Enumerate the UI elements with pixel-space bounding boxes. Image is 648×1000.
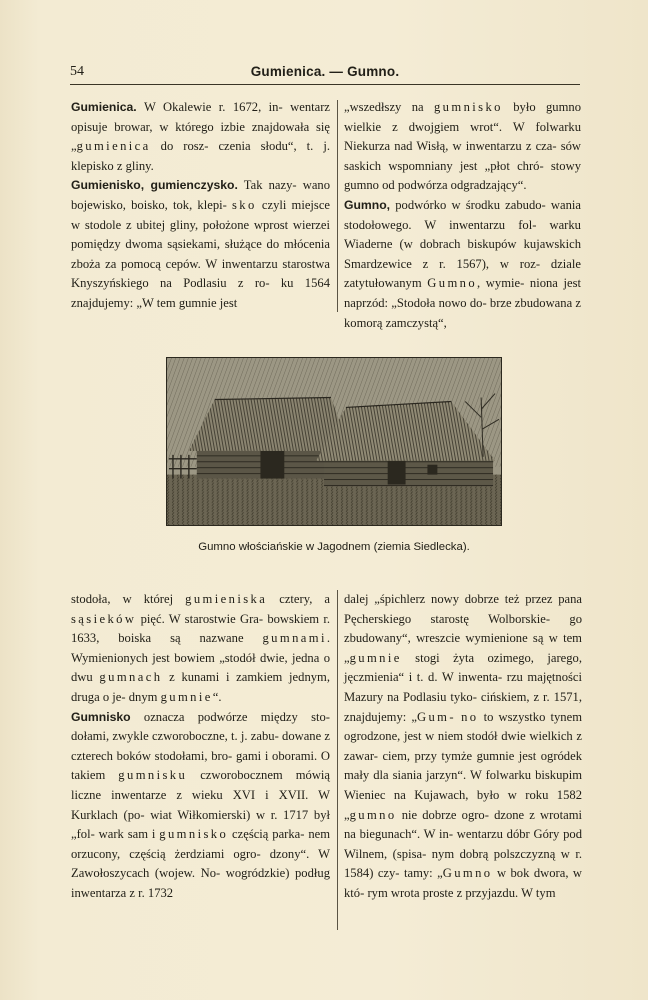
spaced-term: gumieniska: [185, 592, 268, 606]
spaced-term: gumnach: [99, 670, 163, 685]
spaced-term: sko: [232, 197, 257, 212]
spaced-term: gumnie: [160, 689, 213, 704]
text-line: oznacza podwórze między sto-: [143, 709, 330, 724]
text-line: z kunami i zamkiem jednym, druga o je-: [71, 670, 330, 704]
text-line: wano bojewisko, boisko, tok, klepi-: [71, 178, 330, 212]
barn-illustration: [166, 357, 502, 526]
entry-gumienica: [71, 98, 330, 176]
paragraph: [344, 98, 581, 196]
column-divider: [337, 100, 338, 312]
text-line: nie dobrze ogro-: [396, 807, 489, 822]
text-line: dzone z wrotami na biegunach“. W in-: [344, 807, 582, 842]
text-line: dalej „śpichlerz nowy dobrze też przez: [344, 592, 553, 606]
text-line: brze zbudowana z komorą zamczystą“,: [344, 295, 581, 330]
text-line: gami i oborami. O takiem: [71, 748, 330, 783]
text-line: było gumno: [502, 100, 581, 114]
spaced-term: gumienica: [76, 139, 151, 154]
text-line: mały dla siania jarzyn“. W folwarku: [344, 768, 532, 783]
text-line: dwoma sąsiekami, służące do młócenia: [125, 237, 330, 252]
entry-term: Gumienisko, gumienczysko.: [71, 178, 238, 193]
text-line: “.: [212, 689, 222, 704]
text-line: a: [324, 592, 330, 606]
text-line: wiat Wiłkomierski) w r. 1717 był „fol-: [71, 807, 330, 842]
spaced-term: gumnami: [262, 631, 327, 646]
text-line: gliny, położone wprost wierzei pomiędzy: [71, 217, 330, 252]
text-line: czyli miejsce w stodole z ubitej: [71, 197, 331, 232]
text-line: czworobocznem mówią liczne inwentarze: [71, 768, 330, 802]
text-line: kujawskich Smardzewice z r. 1567), w roz-: [344, 237, 581, 271]
paragraph: [344, 590, 582, 904]
text-line: nem orzucony, częścią żerdziami ogro-: [71, 827, 331, 861]
spaced-term: sąsieków: [71, 611, 137, 626]
figure-caption: Gumno włościańskie w Jagodnem (ziemia Siedlecka).: [198, 541, 470, 553]
text-line: biskupim Wieniec na Kujawach, było: [344, 768, 582, 802]
page-header: [70, 62, 580, 84]
text-line: dnym: [128, 689, 161, 704]
text-line: nym dobrą polszczyzną w r. 1584) czy-: [344, 846, 582, 881]
text-line: wogródzkie) podług inwentarza z r. 1732: [71, 866, 330, 900]
spaced-term: Gumno: [442, 866, 493, 881]
text-line: starostwa Knyszyńskiego na Podlasiu z ro-: [71, 256, 330, 291]
text-line: ciem, przy tymże gumnie jest ogródek: [382, 748, 582, 763]
text-line: W Okalewie r. 1672, in-: [143, 100, 283, 114]
text-line: ku 1564 znajdujemy: „W tem gumnie jest: [71, 276, 330, 310]
text-line: stogi żyta ozimego,: [401, 650, 534, 665]
spaced-term: gumnisko: [433, 100, 503, 114]
text-line: zboża za pomocą cepów. W inwentarzu: [71, 256, 278, 271]
text-line: wark sam i: [98, 827, 160, 842]
column-bottom-left: [71, 590, 330, 904]
entry-term: Gumienica.: [71, 100, 137, 114]
barn-engraving: [167, 358, 501, 525]
column-bottom-right: [344, 590, 582, 904]
text-line: podwórko w środku zabudo-: [395, 197, 546, 212]
header-rule: [70, 84, 580, 85]
text-line: bowskiem r. 1633, boiska są nazwane: [71, 611, 330, 646]
spaced-term: Gumno: [427, 276, 478, 291]
text-line: rym wrota proste z przyjazdu. W tym: [367, 885, 556, 900]
spaced-term: gumnisko: [159, 827, 229, 842]
spaced-term: gumnisku: [118, 768, 188, 783]
text-line: sów saskich wspomniany jest „płot chró-: [344, 139, 581, 173]
text-line: wania stodołowego. W inwentarzu fol-: [344, 197, 581, 232]
text-line: dołami, zwykle czworoboczne, t. j. zabu-: [71, 729, 279, 744]
text-line: dziale zatytułowanym: [344, 256, 581, 291]
column-top-left: [71, 98, 330, 314]
text-line: wielkie z dwojgiem wrot“. W folwarku: [344, 119, 581, 134]
spaced-term: gumno: [349, 807, 397, 822]
text-line: Niekurza nad Wisłą, w inwentarzu z cza-: [344, 139, 557, 154]
column-top-right: [344, 98, 581, 333]
entry-term: Gumnisko: [71, 709, 131, 724]
text-line: , wymie-: [477, 276, 525, 291]
text-line: . Wymienionych jest bowiem: [71, 631, 331, 665]
text-line: niona jest naprzód: „Stodoła nowo do-: [344, 276, 581, 310]
text-line: w tem „: [344, 631, 582, 665]
text-line: znajdowała się „: [71, 119, 330, 154]
text-line: dowane z czterech boków stodołami, bro-: [71, 729, 330, 763]
text-line: pana Pęcherskiego starostę Wolborskie-: [344, 592, 582, 626]
text-line: „wszedłszy na: [344, 100, 434, 114]
text-line: w niem stodół dwie wielkich z zawar-: [344, 729, 582, 763]
text-line: warku Wiaderne (w dobrach biskupów: [344, 217, 581, 252]
text-line: z wieku XVI i XVII. W Kurklach (po-: [71, 787, 330, 822]
spaced-term: gumnie: [349, 650, 402, 665]
text-line: cińskiem, z r. 1571, znajdujemy: „: [344, 689, 582, 724]
text-line: do rosz-: [160, 139, 209, 154]
text-line: czenia słodu“, t. j. klepisko z gliny.: [71, 139, 330, 173]
page-number: 54: [70, 64, 84, 79]
text-line: stowy gumno od podwórza odgradzający“.: [344, 158, 581, 193]
text-line: jarego, jęczmienia“ i t. d. W inwenta-: [344, 650, 582, 685]
column-divider: [337, 590, 338, 930]
text-line: to wszystko tynem ogrodzone, jest: [344, 709, 582, 744]
text-line: stodoła, w której: [71, 592, 186, 606]
entry-gumno: [344, 196, 581, 333]
spaced-term: Gum-: [416, 709, 456, 724]
running-head: Gumienica. — Gumno.: [250, 64, 400, 79]
text-line: rzu majętności Mazury na Podlasiu tyko-: [344, 670, 582, 704]
text-line: wentarz opisuje browar, w którego izbie: [71, 100, 330, 134]
text-line: tamy: „: [403, 866, 443, 881]
entry-term: Gumno,: [344, 197, 391, 212]
paragraph: [71, 590, 330, 708]
text-line: w roku 1582 „: [344, 787, 582, 822]
text-line: go zbudowany“, wreszcie wymienione są: [344, 611, 582, 646]
text-line: cztery,: [267, 592, 313, 606]
text-line: w bok dwora, w któ-: [344, 866, 583, 900]
entry-gumienisko: [71, 176, 330, 313]
text-line: pięć. W starostwie Gra-: [136, 611, 264, 626]
text-line: częścią parka-: [228, 827, 305, 842]
text-line: dzony“. W Zawołoszycach (wojew. No-: [71, 846, 330, 881]
spaced-term: no: [461, 709, 479, 724]
text-line: Tak nazy-: [243, 178, 297, 193]
text-line: wentarzu dóbr Góry pod Wilnem, (spisa-: [344, 827, 582, 861]
text-line: „stodół dwie, jedna o dwu: [71, 650, 330, 685]
entry-gumnisko: [71, 708, 330, 904]
